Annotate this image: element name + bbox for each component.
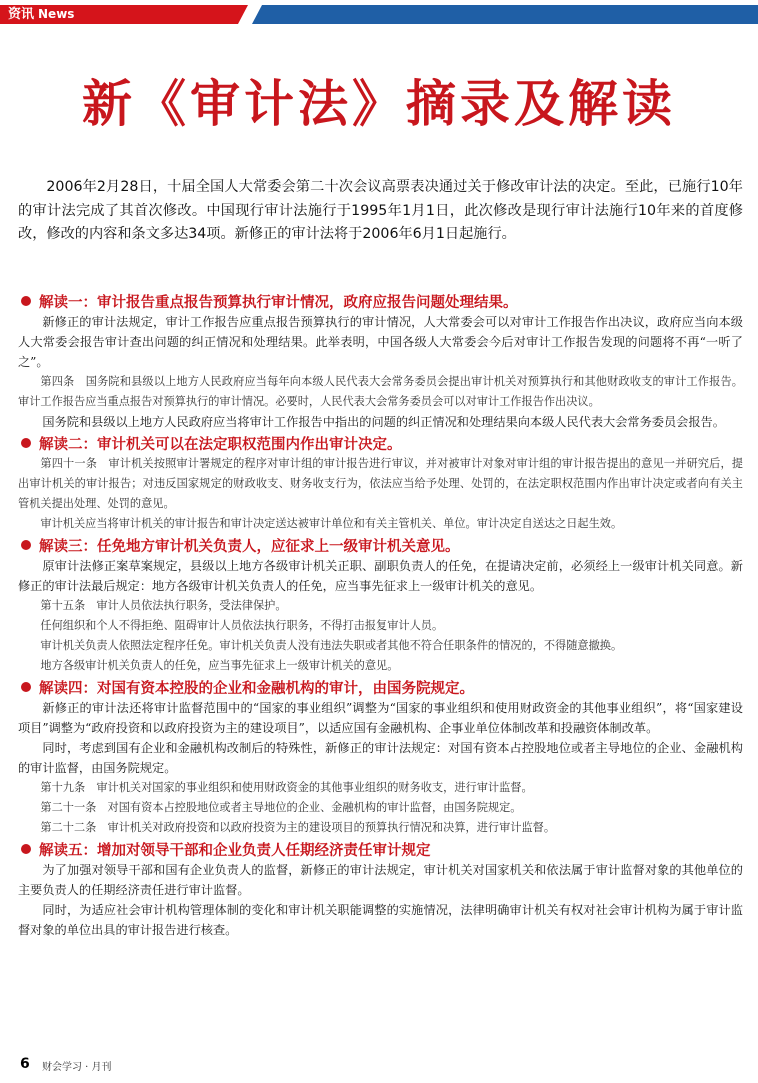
section-label-en: News bbox=[38, 7, 75, 21]
law-article: 第四十一条 审计机关按照审计署规定的程序对审计组的审计报告进行审议，并对被审计对象对审计组的审计报告提出的意见一并研究后，提出审计机关的审计报告；对违反国家规定的财政收支、财务收支行为，依法应当给予处理、处罚的，在法定职权范围内作出审计决定或者向有关主管机关提出处理、处罚的意见。 bbox=[18, 457, 743, 510]
law-article: 第十九条 审计机关对国家的事业组织和使用财政资金的其他事业组织的财务收支，进行审计监督。 bbox=[40, 781, 533, 794]
article-title: 新《审计法》摘录及解读 bbox=[82, 75, 676, 133]
section-label bbox=[8, 5, 74, 24]
law-article: 任何组织和个人不得拒绝、阻碍审计人员依法执行职务，不得打击报复审计人员。 bbox=[40, 619, 444, 632]
paragraph: 为了加强对领导干部和国有企业负责人的监督，新修正的审计法规定，审计机关对国家机关和依法属于审计监督对象的其他单位的主要负责人的任期经济责任进行审计监督。 bbox=[18, 863, 743, 897]
law-article: 审计机关负责人依照法定程序任免。审计机关负责人没有违法失职或者其他不符合任职条件的情况的，不得随意撤换。 bbox=[40, 639, 623, 652]
law-article: 地方各级审计机关负责人的任免，应当事先征求上一级审计机关的意见。 bbox=[40, 659, 399, 672]
header-bar bbox=[0, 0, 758, 26]
section-heading-text: 解读四：对国有资本控股的企业和金融机构的审计，由国务院规定。 bbox=[39, 680, 474, 697]
law-article: 第十五条 审计人员依法执行职务，受法律保护。 bbox=[40, 599, 287, 612]
bullet-icon bbox=[21, 296, 31, 306]
law-article: 第四条 国务院和县级以上地方人民政府应当每年向本级人民代表大会常务委员会提出审计机关对预算执行和其他财政收支的审计工作报告。审计工作报告应当重点报告对预算执行的审计情况。必要时，人民代表大会常务委员会可以对审计工作报告作出决议。 bbox=[18, 375, 743, 408]
bullet-icon bbox=[21, 438, 31, 448]
section-2 bbox=[18, 432, 743, 534]
law-article: 第二十一条 对国有资本占控股地位或者主导地位的企业、金融机构的审计监督，由国务院规定。 bbox=[40, 801, 522, 814]
paragraph: 同时，为适应社会审计机构管理体制的变化和审计机关职能调整的实施情况，法律明确审计机关有权对社会审计机构为属于审计监督对象的单位出具的审计报告进行核查。 bbox=[18, 903, 743, 937]
law-article: 审计机关应当将审计机关的审计报告和审计决定送达被审计单位和有关主管机关、单位。审计决定自送达之日起生效。 bbox=[40, 517, 623, 530]
section-heading-text: 解读二：审计机关可以在法定职权范围内作出审计决定。 bbox=[39, 436, 402, 453]
paragraph: 新修正的审计法还将审计监督范围中的“国家的事业组织”调整为“国家的事业组织和使用财政资金的其他事业组织”，将“国家建设项目”调整为“政府投资和以政府投资为主的建设项目”，以适应国有金融机构、企事业单位体制改革和投融资体制改革。 bbox=[18, 701, 743, 735]
section-heading bbox=[18, 676, 743, 698]
section-heading bbox=[18, 838, 743, 860]
paragraph: 同时，考虑到国有企业和金融机构改制后的特殊性，新修正的审计法规定：对国有资本占控股地位或者主导地位的企业、金融机构的审计监督，由国务院规定。 bbox=[18, 741, 743, 775]
section-heading-text: 解读一：审计报告重点报告预算执行审计情况，政府应报告问题处理结果。 bbox=[39, 294, 518, 311]
section-label-zh: 资讯 bbox=[8, 7, 35, 22]
section-1 bbox=[18, 290, 743, 432]
bullet-icon bbox=[21, 844, 31, 854]
journal-name: 财会学习 · 月刊 bbox=[42, 1062, 112, 1073]
header-blue-band bbox=[252, 5, 758, 24]
section-heading-text: 解读五：增加对领导干部和企业负责人任期经济责任审计规定 bbox=[39, 842, 431, 859]
section-heading-text: 解读三：任免地方审计机关负责人，应征求上一级审计机关意见。 bbox=[39, 538, 460, 555]
paragraph: 国务院和县级以上地方人民政府应当将审计工作报告中指出的问题的纠正情况和处理结果向本级人民代表大会常务委员会报告。 bbox=[42, 415, 725, 429]
section-heading bbox=[18, 432, 743, 454]
bullet-icon bbox=[21, 682, 31, 692]
page-number: 6 bbox=[20, 1056, 30, 1072]
section-3 bbox=[18, 534, 743, 676]
section-5 bbox=[18, 838, 743, 940]
article-intro: 2006年2月28日，十届全国人大常委会第二十次会议高票表决通过关于修改审计法的决定。至此，已施行10年的审计法完成了其首次修改。中国现行审计法施行于1995年1月1日，此次修改是现行审计法施行10年来的首度修改，修改的内容和条文多达34项。新修正的审计法将于2006年6月1日起施行。 bbox=[18, 179, 743, 242]
bullet-icon bbox=[21, 540, 31, 550]
section-heading bbox=[18, 534, 743, 556]
law-article: 第二十二条 审计机关对政府投资和以政府投资为主的建设项目的预算执行情况和决算，进行审计监督。 bbox=[40, 821, 556, 834]
page-footer bbox=[0, 1056, 758, 1078]
paragraph: 原审计法修正案草案规定，县级以上地方各级审计机关正职、副职负责人的任免，在提请决定前，必须经上一级审计机关同意。新修正的审计法最后规定：地方各级审计机关负责人的任免，应当事先征求上一级审计机关的意见。 bbox=[18, 559, 743, 593]
paragraph: 新修正的审计法规定，审计工作报告应重点报告预算执行的审计情况，人大常委会可以对审计工作报告作出决议，政府应当向本级人大常委会报告审计查出问题的纠正情况和处理结果。此举表明，中国各级人大常委会今后对审计工作报告发现的问题将不再“一听了之”。 bbox=[18, 315, 743, 369]
article-body bbox=[18, 290, 743, 940]
section-4 bbox=[18, 676, 743, 838]
section-heading bbox=[18, 290, 743, 312]
